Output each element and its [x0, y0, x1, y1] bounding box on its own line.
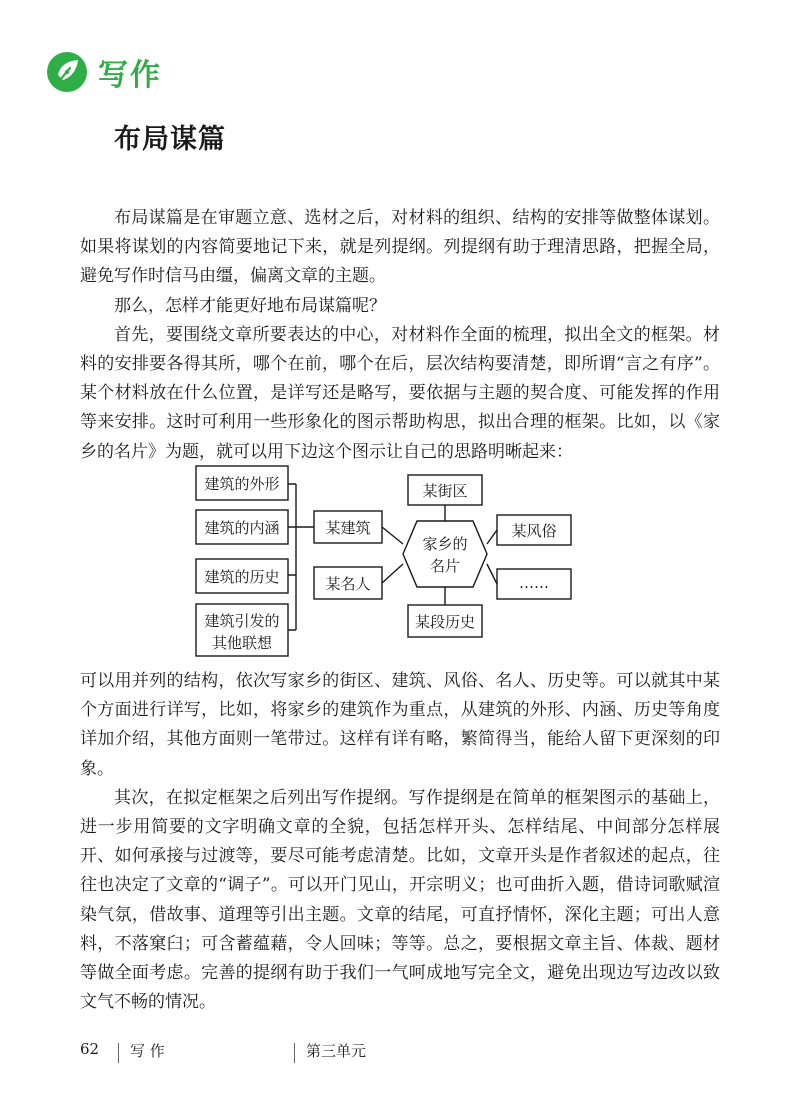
center-label: 名片 — [429, 557, 461, 575]
page-number: 62 — [80, 1040, 100, 1058]
footer-divider — [118, 1043, 119, 1063]
section-label: 写作 — [98, 58, 162, 93]
center-hexagon — [403, 521, 487, 587]
connector-lines — [382, 505, 497, 605]
pen-nib-icon — [46, 51, 88, 93]
aspect-label: 建筑引发的 — [204, 612, 280, 630]
paragraph: 那么，怎样才能更好地布局谋篇呢？ — [114, 295, 386, 316]
intro-text — [80, 204, 720, 467]
aspect-label: 建筑的内涵 — [204, 519, 280, 537]
node-label: 某街区 — [422, 482, 468, 500]
footer-section: 写 作 — [130, 1042, 165, 1060]
aspect-label: 其他联想 — [211, 634, 273, 652]
node-label: …… — [519, 574, 549, 592]
paragraph: 其次，在拟定框架之后列出写作提纲。写作提纲是在简单的框架图示的基础上，进一步用简要的文字明确文章的全貌，包括怎样开头、怎样结尾、中间部分怎样展开、如何承接与过渡等，要尽可能考虑清楚。比如，文章开头是作者叙述的起点，往往也决定了文章的“调子”。可以开门见山，开宗明义；也可曲折入题，借诗词歌赋渲染气氛，借故事、道理等引出主题。文章的结尾，可直抒情怀，深化主题；可出人意料，不落窠臼；可含蓄蕴藉，令人回味；等等。总之，要根据文章主旨、体裁、题材等做全面考虑。完善的提纲有助于我们一气呵成地写完全文，避免出现边写边改以致文气不畅的情况。 — [80, 787, 720, 1013]
body-text — [80, 667, 720, 1017]
node-label: 某段历史 — [414, 613, 476, 631]
page-footer — [0, 1034, 800, 1064]
paragraph: 首先，要围绕文章所要表达的中心，对材料作全面的梳理，拟出全文的框架。材料的安排要各得其所，哪个在前，哪个在后，层次结构要清楚，即所谓“言之有序”。某个材料放在什么位置，是详写还是略写，要依据与主题的契合度、可能发挥的作用等来安排。这时可利用一些形象化的图示帮助构思，拟出合理的框架。比如，以《家乡的名片》为题，就可以用下边这个图示让自己的思路明晰起来： — [80, 324, 720, 462]
paragraph: 布局谋篇是在审题立意、选材之后，对材料的组织、结构的安排等做整体谋划。如果将谋划的内容简要地记下来，就是列提纲。列提纲有助于理清思路，把握全局，避免写作时信马由缰，偏离文章的主题。 — [80, 208, 720, 287]
page-title: 布局谋篇 — [114, 124, 226, 155]
center-label: 家乡的 — [422, 535, 468, 553]
footer-unit: 第三单元 — [306, 1042, 367, 1060]
footer-divider — [294, 1043, 295, 1063]
outline-diagram — [190, 462, 580, 658]
node-label: 某名人 — [325, 575, 371, 593]
section-header — [46, 50, 162, 94]
aspect-label: 建筑的历史 — [204, 568, 280, 586]
paragraph: 可以用并列的结构，依次写家乡的街区、建筑、风俗、名人、历史等。可以就其中某个方面进行详写，比如，将家乡的建筑作为重点，从建筑的外形、内涵、历史等角度详加介绍，其他方面则一笔带过。这样有详有略，繁简得当，能给人留下更深刻的印象。 — [80, 671, 720, 779]
aspect-label: 建筑的外形 — [204, 475, 280, 493]
node-label: 某建筑 — [325, 519, 371, 537]
connector-lines — [288, 484, 314, 630]
node-label: 某风俗 — [511, 522, 557, 540]
